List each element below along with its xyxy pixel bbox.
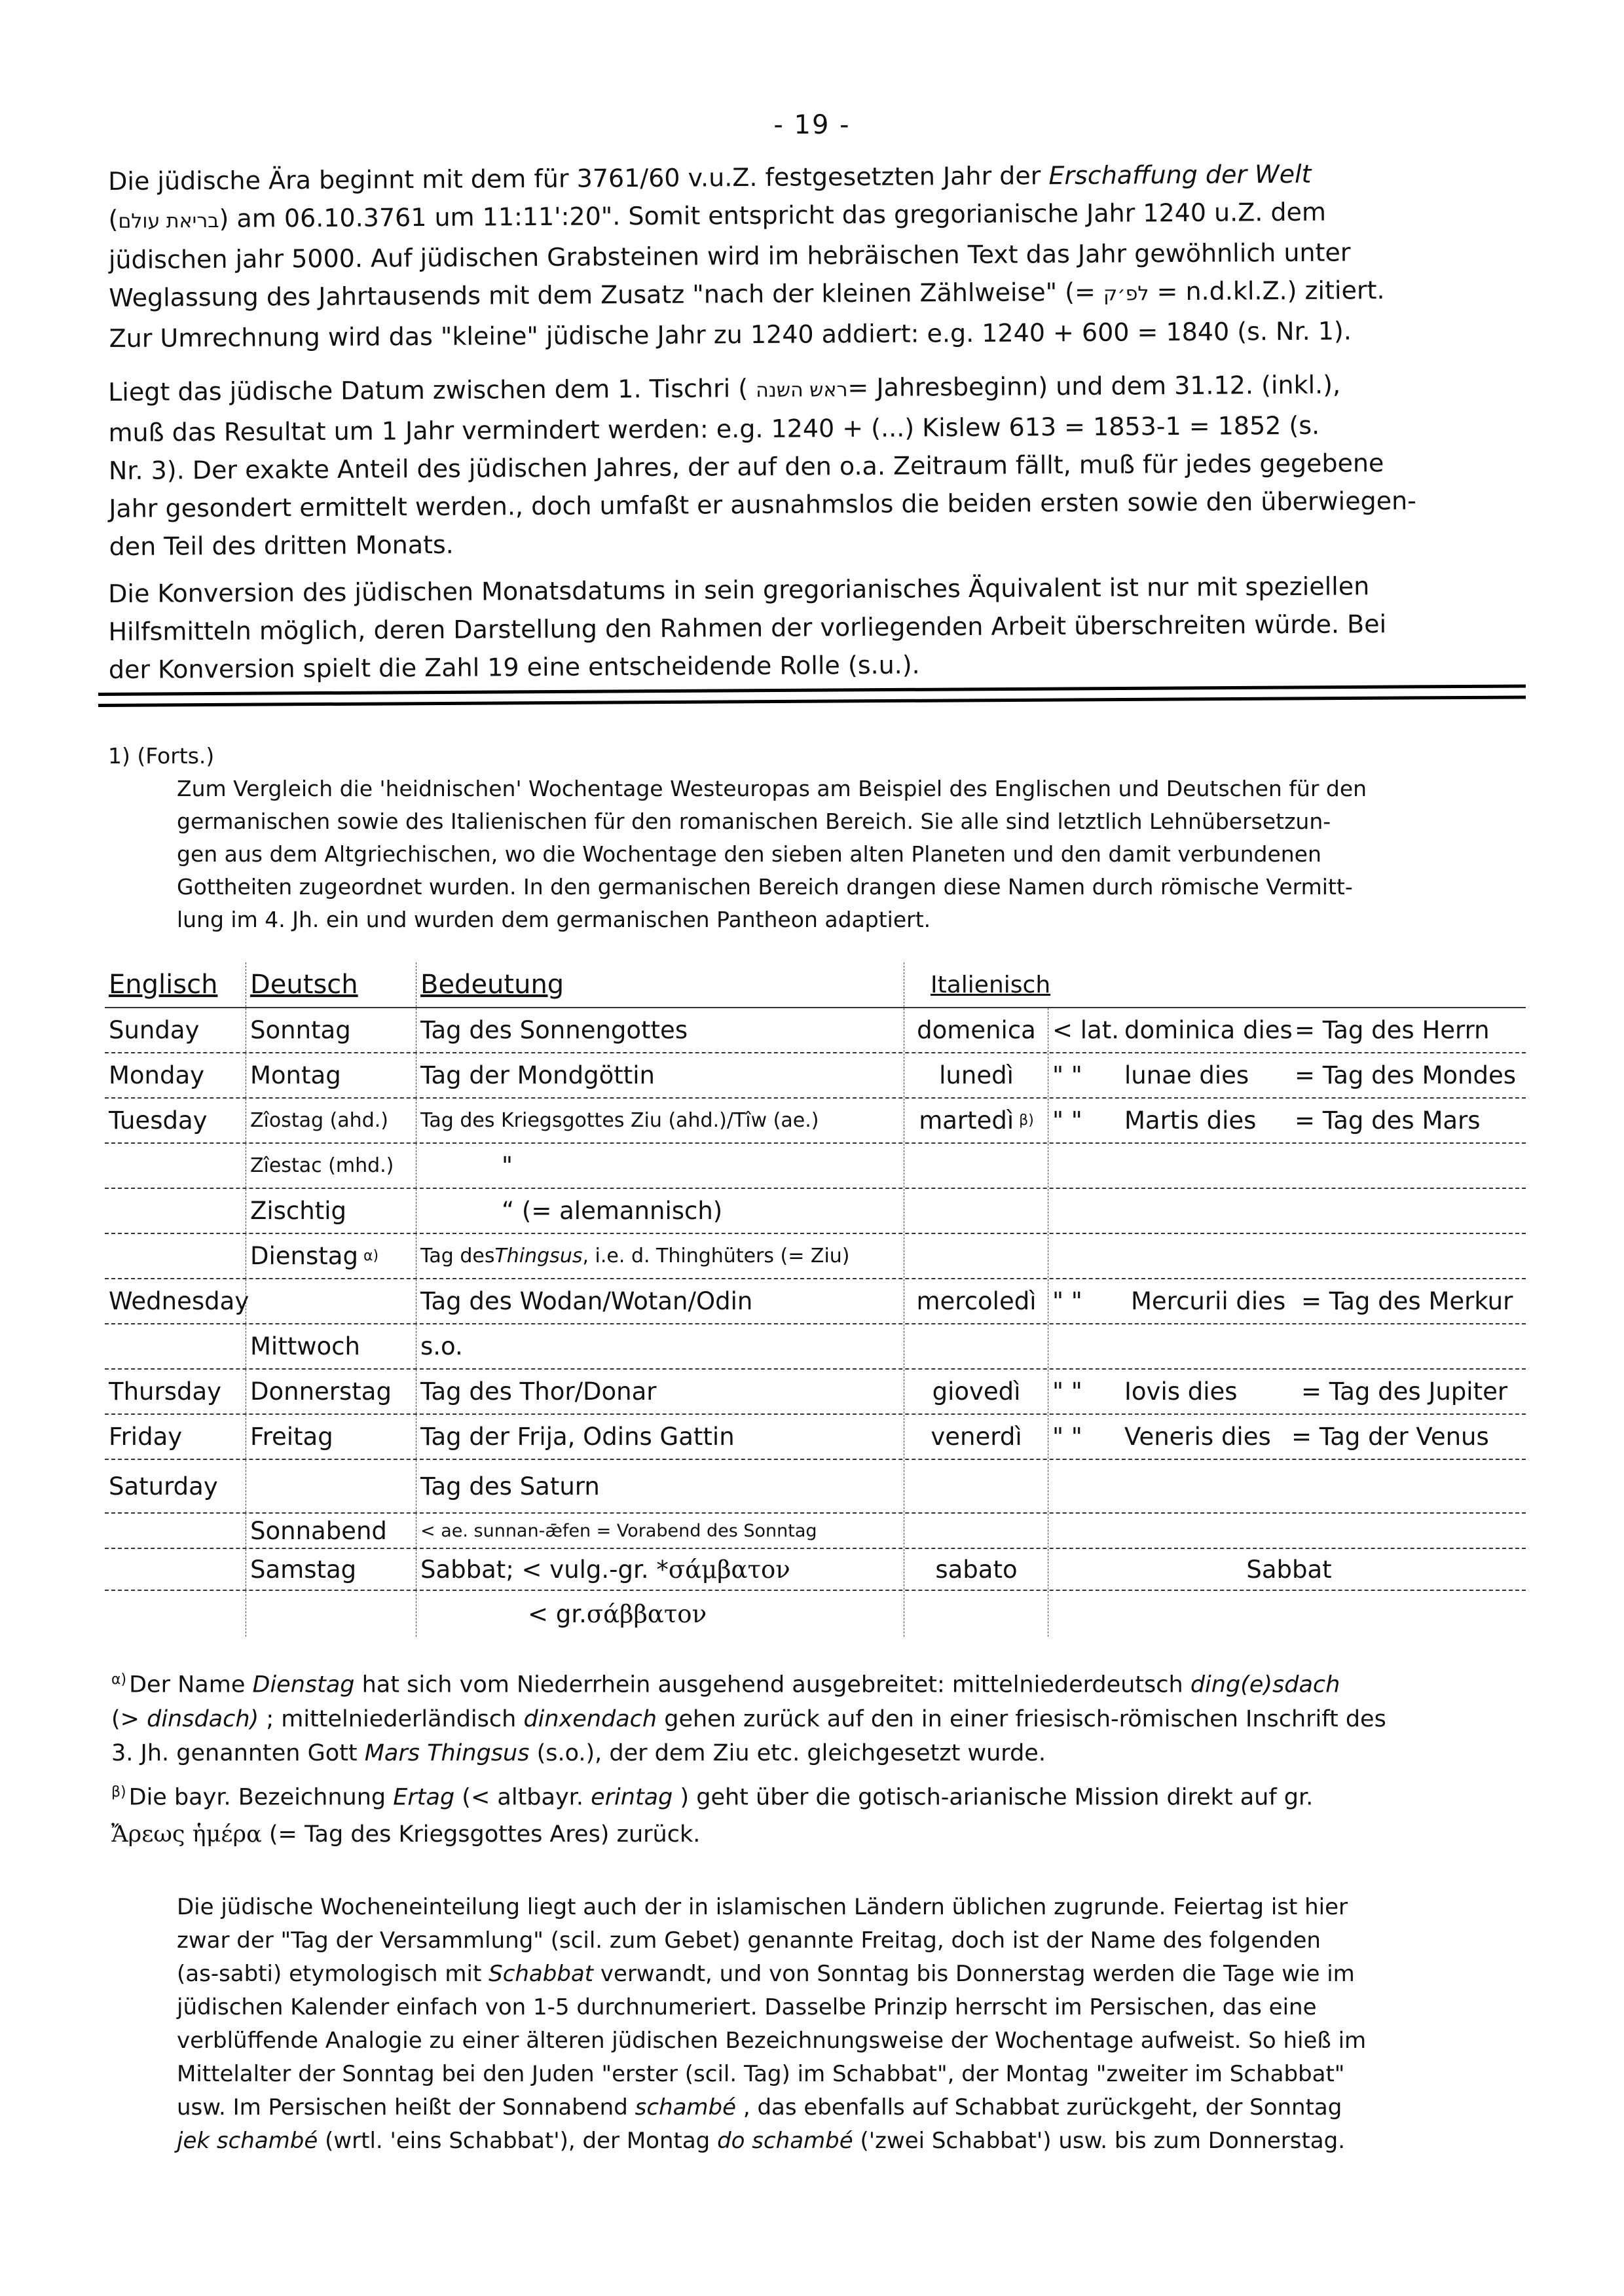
header-englisch: Englisch <box>109 970 218 1000</box>
cell-english <box>105 1549 242 1590</box>
cell-german <box>246 1591 413 1637</box>
cell-latin: " " Veneris dies = Tag der Venus <box>1048 1415 1526 1459</box>
cell-italian <box>904 1189 1044 1233</box>
cell-meaning: s.o. <box>416 1324 900 1368</box>
table-row <box>105 1053 1526 1099</box>
cell-italian <box>904 1460 1044 1512</box>
cell-german: Mittwoch <box>246 1324 413 1368</box>
table-row <box>105 1460 1526 1514</box>
cell-latin <box>1048 1144 1526 1188</box>
cell-meaning: Tag des Kriegsgottes Ziu (ahd.)/Tîw (ae.) <box>416 1099 900 1142</box>
table-row <box>105 1324 1526 1370</box>
text-line: Liegt das jüdische Datum zwischen dem 1. Tischri ( ראש השנה= Jahresbeginn) und dem 31.12. (inkl.), <box>108 370 1341 407</box>
cell-italian: lunedì <box>904 1053 1044 1097</box>
cell-meaning: Tag des Wodan/Wotan/Odin <box>416 1279 900 1323</box>
cell-italian <box>904 1591 1044 1637</box>
text-line: Zur Umrechnung wird das "kleine" jüdische Jahr zu 1240 addiert: e.g. 1240 + 600 = 1840 (s. Nr. 1). <box>109 316 1352 353</box>
cell-italian <box>904 1324 1044 1368</box>
cell-latin <box>1048 1189 1526 1233</box>
text-line: germanischen sowie des Italienischen für den romanischen Bereich. Sie alle sind letztlich Lehnübersetzun- <box>177 809 1331 834</box>
cell-italian <box>904 1234 1044 1278</box>
footnote-marker-alpha: α) <box>363 1248 379 1264</box>
hebrew-text: ראש השנה <box>756 378 848 402</box>
cell-english <box>105 1591 242 1637</box>
cell-meaning: Tag der Mondgöttin <box>416 1053 900 1097</box>
text-line: jüdischen Kalender einfach von 1-5 durchnumeriert. Dasselbe Prinzip herrscht im Persischen, das eine <box>177 1994 1317 2020</box>
table-row <box>105 1279 1526 1324</box>
cell-latin <box>1048 1460 1526 1512</box>
cell-latin: " " Mercurii dies = Tag des Merkur <box>1048 1279 1526 1323</box>
text-line: (as-sabti) etymologisch mit Schabbat verwandt, und von Sonntag bis Donnerstag werden die Tage wie im <box>177 1961 1355 1987</box>
footnote-marker-alpha: α) <box>111 1671 127 1688</box>
hebrew-text: לפ׳ק <box>1103 282 1149 306</box>
cell-meaning: < gr. σάββατον <box>416 1591 900 1637</box>
text-line: verblüffende Analogie zu einer älteren jüdischen Bezeichnungsweise der Wochentage aufweist. So hieß im <box>177 2028 1367 2054</box>
cell-latin: Sabbat <box>1048 1549 1526 1590</box>
cell-italian: giovedì <box>904 1370 1044 1413</box>
cell-german: Zischtig <box>246 1189 413 1233</box>
intro-paragraph-2 <box>108 365 1416 566</box>
cell-latin: " " Iovis dies = Tag des Jupiter <box>1048 1370 1526 1413</box>
cell-italian <box>904 1514 1044 1548</box>
intro-paragraph-1 <box>108 155 1385 357</box>
text-line: Die jüdische Ära beginnt mit dem für 3761/60 v.u.Z. festgesetzten Jahr der Erschaffung der Welt <box>108 159 1312 196</box>
cell-german: Montag <box>246 1053 413 1097</box>
note-1 <box>108 740 1367 936</box>
footnote-alpha <box>111 1663 1386 1770</box>
cell-german: Freitag <box>246 1415 413 1459</box>
cell-latin <box>1048 1324 1526 1368</box>
cell-german: Zîostag (ahd.) <box>246 1099 413 1142</box>
cell-english <box>105 1324 242 1368</box>
footnote-marker-beta: β) <box>111 1784 126 1800</box>
cell-latin <box>1048 1514 1526 1548</box>
footnote-marker-beta: β) <box>1019 1112 1034 1129</box>
cell-english: Saturday <box>109 1472 218 1501</box>
table-row <box>105 1514 1526 1549</box>
intro-paragraph-3 <box>108 567 1387 689</box>
header-deutsch: Deutsch <box>246 962 413 1007</box>
table-row <box>105 1234 1526 1279</box>
text-line: Ἄρεως ἡμέρα (= Tag des Kriegsgottes Ares) zurück. <box>111 1821 701 1848</box>
text-line: der Konversion spielt die Zahl 19 eine entscheidende Rolle (s.u.). <box>108 650 920 684</box>
cell-english: Thursday <box>109 1377 222 1406</box>
cell-meaning: Tag des Thingsus , i.e. d. Thinghüters (= Ziu) <box>416 1234 900 1278</box>
text-line: Die jüdische Wocheneinteilung liegt auch der in islamischen Ländern üblichen zugrunde. Feiertag ist hier <box>177 1894 1348 1920</box>
text-line: den Teil des dritten Monats. <box>109 530 454 561</box>
table-row <box>105 1144 1526 1189</box>
cell-latin <box>1048 1591 1526 1637</box>
cell-english: Wednesday <box>109 1287 249 1315</box>
cell-italian: martedì β) <box>904 1099 1044 1142</box>
cell-english <box>105 1189 242 1233</box>
text-line: Gottheiten zugeordnet wurden. In den germanischen Bereich drangen diese Namen durch römische Vermitt- <box>177 874 1353 900</box>
cell-german: Zîestac (mhd.) <box>246 1144 413 1188</box>
cell-latin: " " lunae dies = Tag des Mondes <box>1048 1053 1526 1097</box>
cell-german <box>246 1279 413 1323</box>
table-row <box>105 1549 1526 1591</box>
text-line: (> dinsdach) ; mittelniederländisch dinxendach gehen zurück auf den in einer friesisch-römischen Inschrift des <box>111 1705 1386 1732</box>
page-number: - 19 - <box>773 110 851 140</box>
cell-italian: venerdì <box>904 1415 1044 1459</box>
cell-meaning: Sabbat; < vulg.-gr. * σάμβατον <box>416 1549 900 1590</box>
table-row <box>105 1591 1526 1637</box>
text-line: zwar der "Tag der Versammlung" (scil. zum Gebet) genannte Freitag, doch ist der Name des folgenden <box>177 1927 1321 1954</box>
closing-paragraph <box>177 1891 1366 2158</box>
table-row <box>105 1099 1526 1144</box>
text-line: gen aus dem Altgriechischen, wo die Wochentage den sieben alten Planeten und den damit verbundenen <box>177 841 1321 867</box>
text-line: Hilfsmitteln möglich, deren Darstellung den Rahmen der vorliegenden Arbeit überschreiten würde. Bei <box>108 610 1387 646</box>
text-line: Nr. 3). Der exakte Anteil des jüdischen Jahres, der auf den o.a. Zeitraum fällt, muß für jedes gegebene <box>108 448 1384 485</box>
text-line: lung im 4. Jh. ein und wurden dem germanischen Pantheon adaptiert. <box>177 907 931 932</box>
cell-english: Monday <box>109 1061 205 1089</box>
text-line: muß das Resultat um 1 Jahr vermindert werden: e.g. 1240 + (...) Kislew 613 = 1853-1 = 1852 (s. <box>108 410 1320 447</box>
text-line: Weglassung des Jahrtausends mit dem Zusatz "nach der kleinen Zählweise" (= לפ׳ק = n.d.kl.Z.) zitiert. <box>109 276 1385 312</box>
cell-english: Sunday <box>109 1016 200 1044</box>
text-line: Die Konversion des jüdischen Monatsdatums in sein gregorianisches Äquivalent ist nur mit speziellen <box>108 572 1370 608</box>
cell-meaning: “ (= alemannisch) <box>416 1189 900 1233</box>
hebrew-text: בריאת עולם <box>118 209 219 233</box>
header-italienisch: Italienisch <box>904 962 1044 1007</box>
cell-german: Donnerstag <box>246 1370 413 1413</box>
cell-meaning: Tag der Frija, Odins Gattin <box>416 1415 900 1459</box>
text-line: jek schambé (wrtl. 'eins Schabbat'), der Montag do schambé ('zwei Schabbat') usw. bis zum Donnerstag. <box>177 2128 1346 2154</box>
cell-german: Sonntag <box>246 1008 413 1052</box>
separator-line <box>98 695 1526 707</box>
cell-german <box>246 1460 413 1512</box>
cell-english: Friday <box>109 1423 183 1451</box>
cell-english: Tuesday <box>109 1106 208 1135</box>
header-bedeutung: Bedeutung <box>416 962 900 1007</box>
table-row <box>105 1370 1526 1415</box>
cell-latin: < lat. dominica dies = Tag des Herrn <box>1048 1008 1526 1052</box>
table-row <box>105 1415 1526 1460</box>
footnote-beta <box>111 1774 1313 1853</box>
table-row <box>105 1189 1526 1234</box>
text-line: Mittelalter der Sonntag bei den Juden "erster (scil. Tag) im Schabbat", der Montag "zweiter im Schabbat" <box>177 2061 1345 2087</box>
cell-english <box>105 1234 242 1278</box>
text-line: Jahr gesondert ermittelt werden., doch umfaßt er ausnahmslos die beiden ersten sowie den überwiegen- <box>109 486 1416 523</box>
cell-italian: domenica <box>904 1008 1044 1052</box>
text-line: $^{\alpha)}$ Der Name Dienstag hat sich vom Niederrhein ausgehend ausgebreitet: mittelniederdeutsch ding(e)sdach <box>111 1671 1340 1698</box>
text-line: (בריאת עולם) am 06.10.3761 um 11:11':20". Somit entspricht das gregorianische Jahr 1240 u.Z. dem <box>108 197 1327 234</box>
cell-english <box>105 1144 242 1188</box>
cell-latin: " " Martis dies = Tag des Mars <box>1048 1099 1526 1142</box>
cell-meaning: " <box>416 1144 900 1188</box>
cell-latin <box>1048 1234 1526 1278</box>
text-line: $^{\beta)}$ Die bayr. Bezeichnung Ertag (< altbayr. erintag ) geht über die gotisch-arianische Mission direkt auf gr. <box>111 1784 1314 1811</box>
cell-italian: mercoledì <box>904 1279 1044 1323</box>
cell-german: Dienstag α) <box>246 1234 413 1278</box>
cell-english <box>105 1514 242 1548</box>
table-header-row <box>105 962 1526 1008</box>
note-label: 1) (Forts.) <box>108 743 215 769</box>
cell-italian <box>904 1144 1044 1188</box>
cell-german: Sonnabend <box>246 1514 413 1548</box>
text-line: 3. Jh. genannten Gott Mars Thingsus (s.o.), der dem Ziu etc. gleichgesetzt wurde. <box>111 1740 1046 1766</box>
text-line: jüdischen jahr 5000. Auf jüdischen Grabsteinen wird im hebräischen Text das Jahr gewöhnlich unter <box>108 238 1351 274</box>
greek-text: Ἄρεως ἡμέρα <box>111 1821 262 1848</box>
cell-meaning: Tag des Thor/Donar <box>416 1370 900 1413</box>
cell-german: Samstag <box>246 1549 413 1590</box>
text-line: usw. Im Persischen heißt der Sonnabend schambé , das ebenfalls auf Schabbat zurückgeht, der Sonntag <box>177 2094 1342 2121</box>
text-line: Zum Vergleich die 'heidnischen' Wochentage Westeuropas am Beispiel des Englischen und Deutschen für den <box>177 776 1367 801</box>
table-row <box>105 1008 1526 1053</box>
weekday-table <box>105 962 1526 1637</box>
cell-meaning: Tag des Saturn <box>416 1460 900 1512</box>
cell-meaning: Tag des Sonnengottes <box>416 1008 900 1052</box>
cell-italian: sabato <box>904 1549 1044 1590</box>
cell-meaning: < ae. sunnan-ǣfen = Vorabend des Sonntag <box>416 1514 900 1548</box>
